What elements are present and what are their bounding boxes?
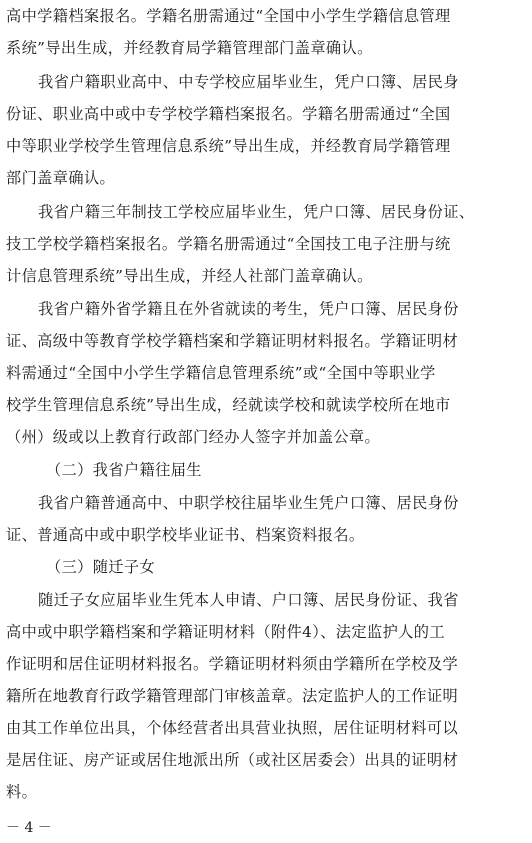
- section-heading: （三）随迁子女: [46, 558, 156, 576]
- text-line: 高中学籍档案报名。学籍名册需通过“全国中小学生学籍信息管理: [6, 7, 451, 25]
- paragraph-start-line: 我省户籍普通高中、中职学校往届毕业生凭户口簿、居民身份: [38, 494, 459, 512]
- section-heading: （二）我省户籍往届生: [46, 461, 202, 479]
- text-line: 份证、职业高中或中专学校学籍档案报名。学籍名册需通过“全国: [6, 105, 451, 123]
- text-line: 料需通过“全国中小学生学籍信息管理系统”或“全国中等职业学: [6, 364, 436, 382]
- text-line: 系统”导出生成，并经教育局学籍管理部门盖章确认。: [6, 39, 373, 57]
- text-line: （州）级或以上教育行政部门经办人签字并加盖公章。: [6, 428, 381, 446]
- text-line: 籍所在地教育行政学籍管理部门审核盖章。法定监护人的工作证明: [6, 687, 459, 705]
- paragraph-start-line: 我省户籍三年制技工学校应届毕业生，凭户口簿、居民身份证、: [38, 203, 475, 221]
- text-line: 部门盖章确认。: [6, 169, 116, 187]
- paragraph-start-line: 我省户籍外省学籍且在外省就读的考生，凭户口簿、居民身份: [38, 300, 459, 318]
- text-line: 证、高级中等教育学校学籍档案和学籍证明材料报名。学籍证明材: [6, 332, 459, 350]
- text-line: 由其工作单位出具，个体经营者出具营业执照，居住证明材料可以: [6, 719, 459, 737]
- text-line: 是居住证、房产证或居住地派出所（或社区居委会）出具的证明材: [6, 751, 459, 769]
- text-line: 计信息管理系统”导出生成，并经人社部门盖章确认。: [6, 267, 373, 285]
- text-line: 技工学校学籍档案报名。学籍名册需通过“全国技工电子注册与统: [6, 235, 451, 253]
- text-line: 证、普通高中或中职学校毕业证书、档案资料报名。: [6, 526, 365, 544]
- text-line: 高中或中职学籍档案和学籍证明材料（附件4）、法定监护人的工: [6, 623, 445, 641]
- page-number: － 4 －: [6, 820, 52, 836]
- text-line: 作证明和居住证明材料报名。学籍证明材料须由学籍所在学校及学: [6, 655, 459, 673]
- text-line: 中等职业学校学生管理信息系统”导出生成，并经教育局学籍管理: [6, 137, 451, 155]
- text-line: 校学生管理信息系统”导出生成，经就读学校和就读学校所在地市: [6, 396, 451, 414]
- paragraph-start-line: 随迁子女应届毕业生凭本人申请、户口簿、居民身份证、我省: [38, 591, 459, 609]
- text-line: 料。: [6, 783, 38, 801]
- paragraph-start-line: 我省户籍职业高中、中专学校应届毕业生，凭户口簿、居民身: [38, 73, 459, 91]
